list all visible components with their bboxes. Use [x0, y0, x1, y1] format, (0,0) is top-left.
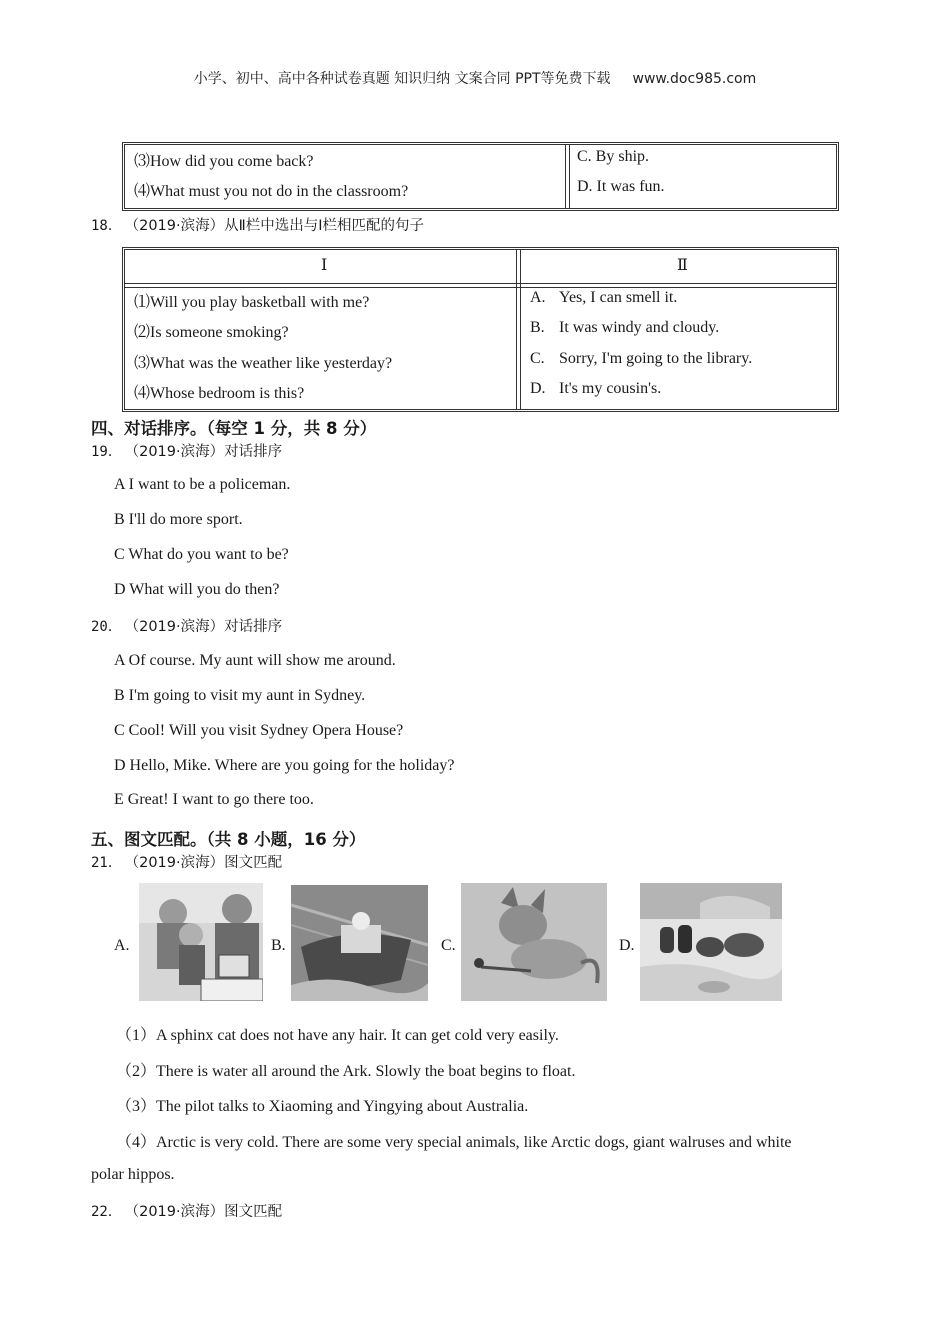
- q21-picture-c: [461, 883, 607, 1001]
- q18-match-table: [122, 247, 839, 412]
- q21-pic-label-b: B.: [271, 937, 286, 954]
- q21-picture-a: [139, 883, 263, 1001]
- q18-right-a: Yes, I can smell it.: [559, 289, 678, 306]
- header-text: 小学、初中、高中各种试卷真题 知识归纳 文案合同 PPT等免费下载: [193, 71, 611, 87]
- q20-option-e: E Great! I want to go there too.: [114, 791, 314, 808]
- q18-left-1: ⑴Will you play basketball with me?: [134, 294, 370, 311]
- q18-right-a-letter: A.: [530, 289, 546, 306]
- q18-col1-header: Ⅰ: [321, 257, 328, 274]
- q18-title: 18． （2019·滨海）从Ⅱ栏中选出与Ⅰ栏相匹配的句子: [91, 218, 425, 234]
- q21-picture-b: [291, 885, 428, 1001]
- q21-picture-d: [640, 883, 782, 1001]
- q17-right-c: C. By ship.: [577, 148, 650, 165]
- q21-sentence-3: （3）The pilot talks to Xiaoming and Yingying about Australia.: [116, 1098, 529, 1115]
- q17-right-d: D. It was fun.: [577, 178, 665, 195]
- q22-title: 22． （2019·滨海）图文匹配: [91, 1204, 283, 1220]
- q19-title: 19． （2019·滨海）对话排序: [91, 444, 283, 460]
- q21-pic-label-c: C.: [441, 937, 456, 954]
- q17-left-4: ⑷What must you not do in the classroom?: [134, 183, 409, 200]
- q18-right-b-letter: B.: [530, 319, 545, 336]
- q20-option-a: A Of course. My aunt will show me around.: [114, 652, 396, 669]
- q19-option-d: D What will you do then?: [114, 581, 280, 598]
- section-4-heading: 四、对话排序。（每空 1 分，共 8 分）: [91, 419, 377, 438]
- q18-right-c: Sorry, I'm going to the library.: [559, 350, 753, 367]
- q21-pic-label-a: A.: [114, 937, 130, 954]
- q17-match-table: [122, 142, 839, 211]
- q21-sentence-4-cont: polar hippos.: [91, 1166, 175, 1183]
- q18-col2-header: Ⅱ: [677, 257, 688, 274]
- q18-right-d-letter: D.: [530, 380, 546, 397]
- q19-option-b: B I'll do more sport.: [114, 511, 243, 528]
- q18-right-b: It was windy and cloudy.: [559, 319, 720, 336]
- q18-left-2: ⑵Is someone smoking?: [134, 324, 289, 341]
- q19-option-c: C What do you want to be?: [114, 546, 289, 563]
- section-5-heading: 五、图文匹配。（共 8 小题，16 分）: [91, 830, 366, 849]
- q21-sentence-4: （4）Arctic is very cold. There are some very special animals, like Arctic dogs, giant walruses and white: [116, 1134, 792, 1151]
- header-site: www.doc985.com: [632, 71, 757, 87]
- q20-option-c: C Cool! Will you visit Sydney Opera House?: [114, 722, 404, 739]
- q18-left-4: ⑷Whose bedroom is this?: [134, 385, 305, 402]
- q21-sentence-2: （2）There is water all around the Ark. Slowly the boat begins to float.: [116, 1063, 576, 1080]
- q18-right-d: It's my cousin's.: [559, 380, 662, 397]
- q20-title: 20． （2019·滨海）对话排序: [91, 619, 283, 635]
- q18-right-c-letter: C.: [530, 350, 545, 367]
- q21-pic-label-d: D.: [619, 937, 635, 954]
- q19-option-a: A I want to be a policeman.: [114, 476, 291, 493]
- q17-left-3: ⑶How did you come back?: [134, 153, 314, 170]
- q21-title: 21． （2019·滨海）图文匹配: [91, 855, 283, 871]
- q21-sentence-1: （1）A sphinx cat does not have any hair. It can get cold very easily.: [116, 1027, 559, 1044]
- q20-option-d: D Hello, Mike. Where are you going for the holiday?: [114, 757, 455, 774]
- page-header: [0, 68, 950, 88]
- q18-left-3: ⑶What was the weather like yesterday?: [134, 355, 393, 372]
- q20-option-b: B I'm going to visit my aunt in Sydney.: [114, 687, 366, 704]
